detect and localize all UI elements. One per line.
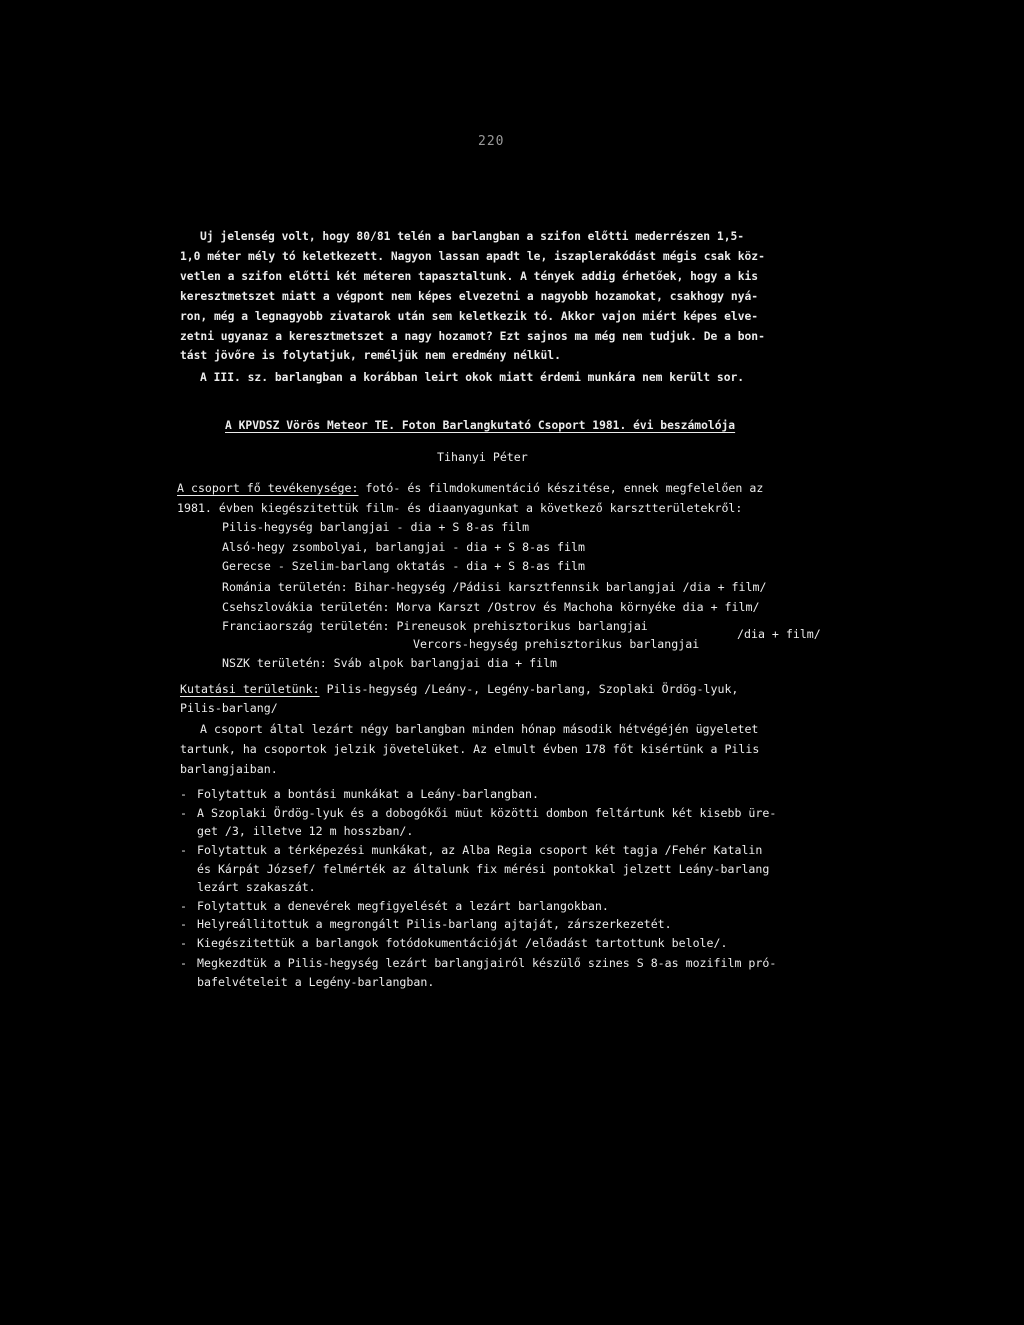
intro-line: 1,0 méter mély tó keletkezett. Nagyon lassan apadt le, iszaplerakódást mégis csak köz- — [180, 250, 765, 263]
bullet-dash: - — [180, 956, 187, 970]
bullet-item: Helyreállitottuk a megrongált Pilis-barlang ajtaját, zárszerkezetét. — [197, 917, 672, 931]
bullet-item-cont: bafelvételeit a Legény-barlangban. — [197, 975, 435, 989]
bullet-item: Folytattuk a bontási munkákat a Leány-barlangban. — [197, 787, 540, 801]
main-activity-line-2: 1981. évben kiegészitettük film- és diaanyagunkat a következő karsztterületekről: — [177, 501, 743, 515]
bullet-item: A Szoplaki Ördög-lyuk és a dobogókői müut közötti dombon feltártunk két kisebb üre- — [197, 806, 777, 820]
duty-line: A csoport által lezárt négy barlangban minden hónap második hétvégéjén ügyeletet — [200, 722, 759, 736]
intro-line: ron, még a legnagyobb zivatarok után sem keletkezik tó. Akkor vajon miért képes elve- — [180, 310, 759, 323]
intro-line: Uj jelenség volt, hogy 80/81 telén a barlangban a szifon előtti mederrészen 1,5- — [200, 230, 745, 243]
abroad-romania: Románia területén: Bihar-hegység /Pádisi karsztfennsik barlangjai /dia + film/ — [222, 580, 767, 594]
research-text: Pilis-hegység /Leány-, Legény-barlang, Szoplaki Ördög-lyuk, — [319, 682, 739, 696]
main-activity-line — [177, 481, 763, 495]
report-title: A KPVDSZ Vörös Meteor TE. Foton Barlangkutató Csoport 1981. évi beszámolója — [225, 419, 736, 432]
hungary-item: Alsó-hegy zsombolyai, barlangjai - dia + S 8-as film — [222, 540, 585, 554]
page-number: 220 — [478, 134, 505, 149]
bullet-item: Folytattuk a térképezési munkákat, az Alba Regia csoport két tagja /Fehér Katalin — [197, 843, 763, 857]
duty-line: tartunk, ha csoportok jelzik jövetelüket. Az elmult évben 178 főt kisértünk a Pilis — [180, 742, 760, 756]
abroad-france-2: Vercors-hegység prehisztorikus barlangjai — [413, 637, 700, 651]
main-activity-label: A csoport fő tevékenysége: — [177, 481, 359, 495]
intro-line: tást jövőre is folytatjuk, reméljük nem eredmény nélkül. — [180, 349, 561, 362]
abroad-france: Franciaország területén: Pireneusok prehisztorikus barlangjai — [222, 619, 648, 633]
intro-note: A III. sz. barlangban a korábban leirt okok miatt érdemi munkára nem került sor. — [200, 371, 745, 384]
intro-line: zetni ugyanaz a keresztmetszet a nagy hozamot? Ezt sajnos ma még nem tudjuk. De a bon- — [180, 330, 765, 343]
bullet-item: Folytattuk a denevérek megfigyelését a lezárt barlangokban. — [197, 899, 609, 913]
hungary-item: Gerecse - Szelim-barlang oktatás - dia + S 8-as film — [222, 559, 585, 573]
research-line — [180, 682, 738, 696]
bullet-dash: - — [180, 806, 187, 820]
bullet-item: Kiegészitettük a barlangok fotódokumentációját /előadást tartottunk belole/. — [197, 936, 728, 950]
intro-line: vetlen a szifon előtti két méteren tapasztaltunk. A tények addig érhetőek, hogy a kis — [180, 270, 759, 283]
bullet-dash: - — [180, 936, 187, 950]
bullet-item-cont: lezárt szakaszát. — [197, 880, 316, 894]
bullet-item-cont: get /3, illetve 12 m hosszban/. — [197, 824, 414, 838]
research-line-2: Pilis-barlang/ — [180, 701, 278, 715]
report-author: Tihanyi Péter — [437, 450, 528, 464]
hungary-item: Pilis-hegység barlangjai - dia + S 8-as film — [222, 520, 530, 534]
abroad-germany: NSZK területén: Sváb alpok barlangjai dia + film — [222, 656, 558, 670]
bullet-item-cont: és Kárpát József/ felmérték az általunk fix mérési pontokkal jelzett Leány-barlang — [197, 862, 770, 876]
bullet-dash: - — [180, 787, 187, 801]
bullet-dash: - — [180, 917, 187, 931]
research-label: Kutatási területünk: — [180, 682, 320, 696]
main-activity-text: fotó- és filmdokumentáció készitése, ennek megfelelően az — [358, 481, 764, 495]
bullet-item: Megkezdtük a Pilis-hegység lezárt barlangjairól készülő szines S 8-as mozifilm pró- — [197, 956, 777, 970]
duty-line: barlangjaiban. — [180, 762, 278, 776]
bullet-dash: - — [180, 899, 187, 913]
bullet-dash: - — [180, 843, 187, 857]
intro-line: keresztmetszet miatt a végpont nem képes elvezetni a nagyobb hozamokat, csakhogy nyá- — [180, 290, 759, 303]
abroad-czech: Csehszlovákia területén: Morva Karszt /Ostrov és Machoha környéke dia + film/ — [222, 600, 760, 614]
abroad-france-note: /dia + film/ — [737, 627, 821, 641]
